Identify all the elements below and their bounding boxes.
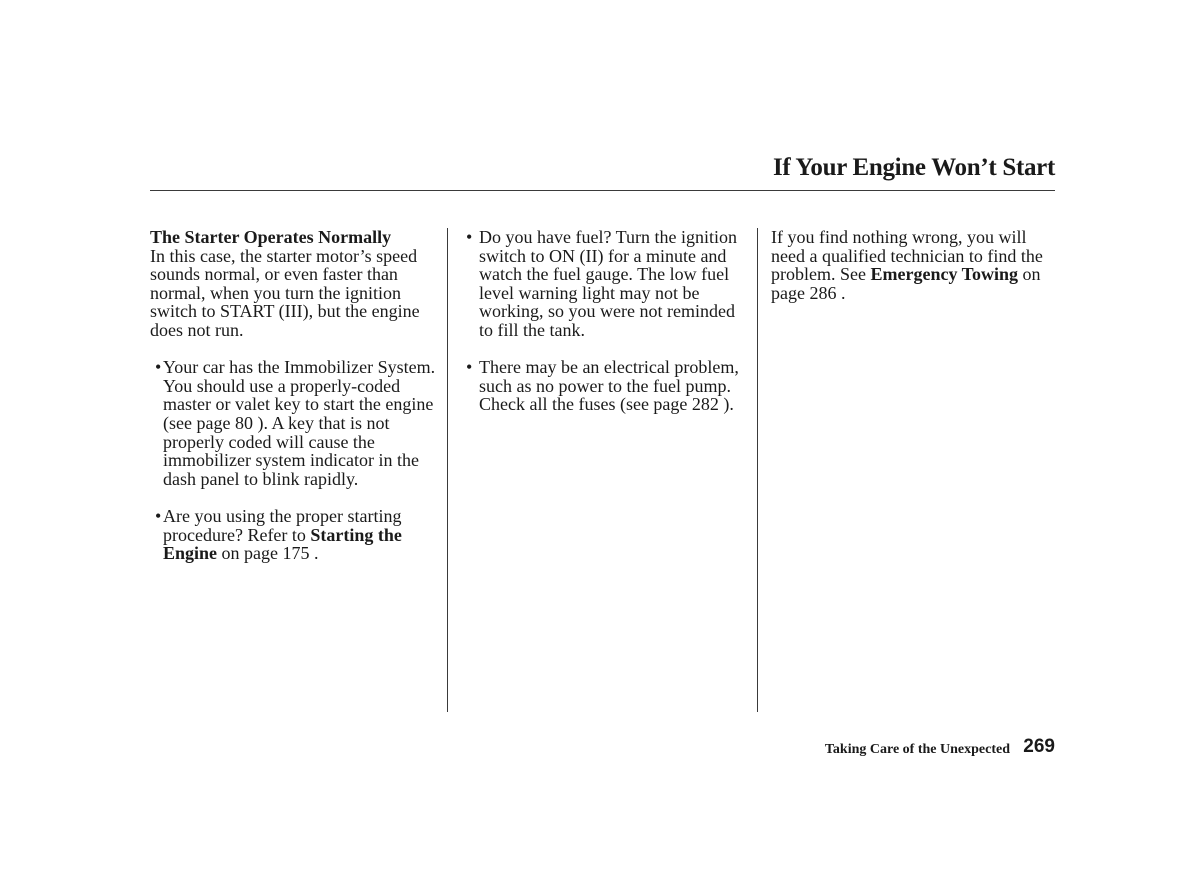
- body-text: If you find nothing wrong, you will need a qualified technician to find the problem. See: [771, 227, 1043, 285]
- cross-reference-link: Emergency Towing: [870, 264, 1018, 285]
- list-item: [466, 358, 746, 414]
- bullet-icon: •: [466, 227, 473, 247]
- page-title: If Your Engine Won’t Start: [772, 154, 1055, 181]
- intro-paragraph: [150, 228, 440, 340]
- bullet-icon: •: [155, 357, 162, 378]
- column-divider: [447, 228, 448, 712]
- column-1: [150, 228, 440, 581]
- page-number: 269: [1023, 736, 1055, 757]
- list-item-text: Your car has the Immobilizer System. You should use a properly-coded master or valet key to start the engine (see page 80 ). A key that is not properly coded will cause the immobilizer system indicator in the dash panel to blink rapidly.: [163, 357, 436, 489]
- footer-section-title: Taking Care of the Unexpected: [824, 742, 1010, 757]
- intro-text: In this case, the starter motor’s speed sounds normal, or even faster than normal, when you turn the ignition switch to START (III), but the engine does not run.: [150, 245, 420, 340]
- title-rule: [150, 190, 1055, 191]
- cross-reference-link: Starting the Engine: [163, 524, 402, 564]
- body-text: on page 286 .: [771, 264, 1041, 303]
- list-item: [150, 507, 440, 563]
- column-2: [466, 228, 746, 433]
- bullet-icon: •: [155, 505, 162, 526]
- column-divider: [757, 228, 758, 712]
- list-item-text: Are you using the proper starting procedure? Refer to: [163, 505, 402, 545]
- body-paragraph: [771, 228, 1046, 302]
- column-3: [771, 228, 1046, 321]
- list-item: [150, 358, 440, 488]
- list-item: [466, 228, 746, 340]
- list-item-text: Do you have fuel? Turn the ignition switch to ON (II) for a minute and watch the fuel gauge. The low fuel level warning light may not be working, so you were not reminded to fill the tank.: [479, 227, 737, 340]
- list-item-text: There may be an electrical problem, such as no power to the fuel pump. Check all the fuses (see page 282 ).: [479, 357, 739, 415]
- bullet-icon: •: [466, 357, 473, 378]
- section-heading: The Starter Operates Normally: [150, 227, 392, 247]
- list-item-text: on page 175 .: [217, 543, 319, 564]
